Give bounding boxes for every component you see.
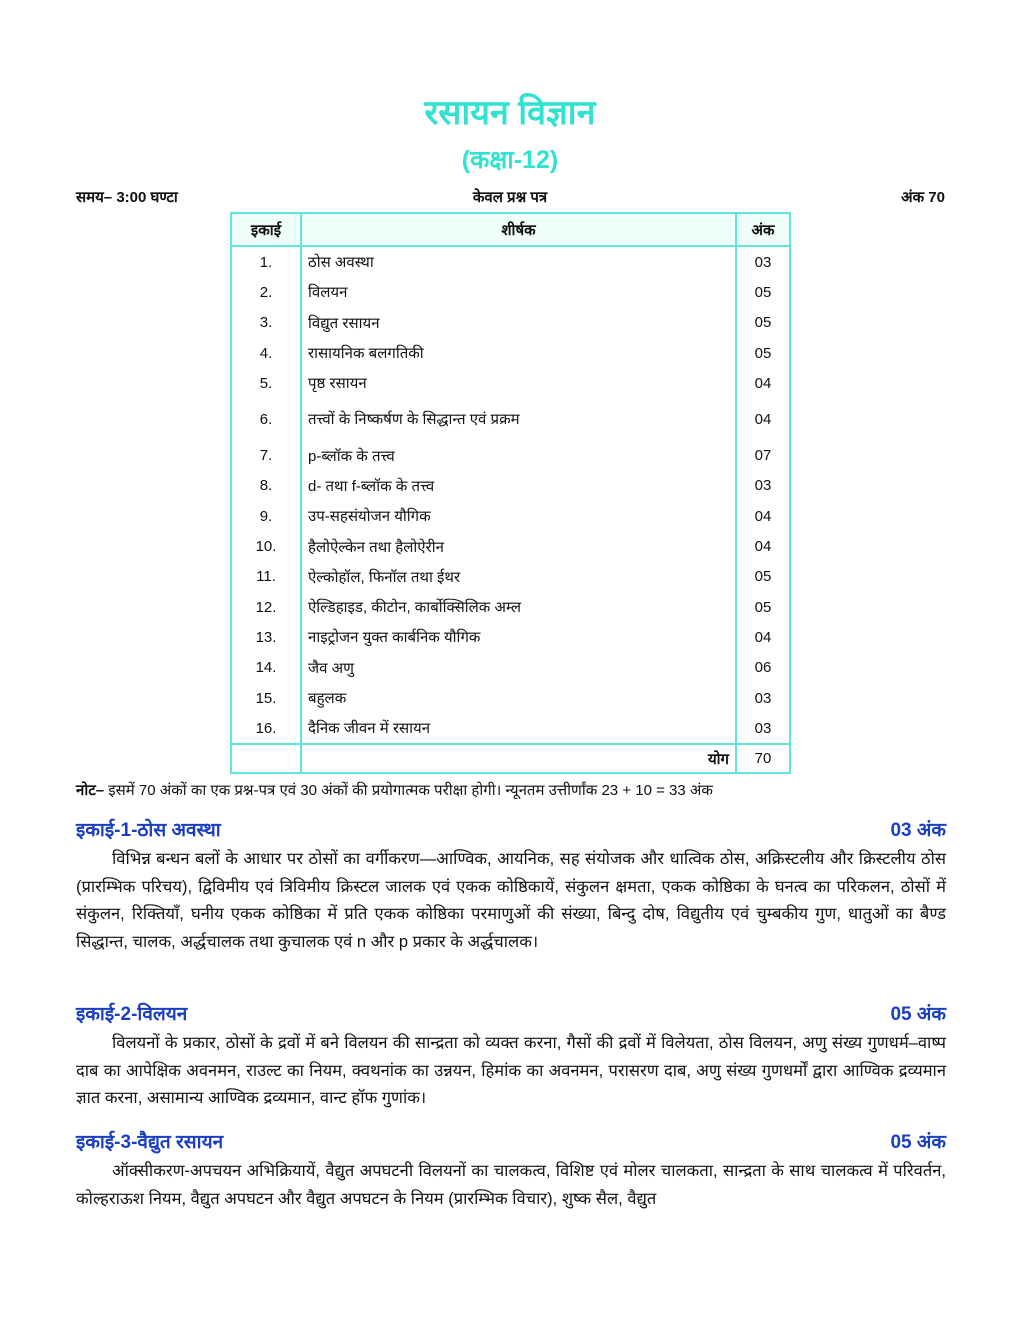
total-marks: अंक 70 [901,189,945,206]
unit-number: 3. [231,308,301,338]
section-unit-3 [76,1128,946,1213]
total-value: 70 [736,744,790,773]
unit-topic: विलयन [301,277,736,307]
table-row [231,277,790,307]
unit-number: 8. [231,471,301,501]
unit-number: 4. [231,338,301,368]
unit-topic: ऐल्डिहाइड, कीटोन, कार्बोक्सिलिक अम्ल [301,592,736,622]
unit-topic: ठोस अवस्था [301,246,736,277]
unit-number: 12. [231,592,301,622]
unit-marks: 06 [736,653,790,683]
unit-topic: बहुलक [301,683,736,713]
section-unit-2 [76,1000,946,1113]
unit-marks: 04 [736,368,790,398]
unit-number: 15. [231,683,301,713]
table-row [231,338,790,368]
table-row [231,683,790,713]
unit-marks: 05 [736,277,790,307]
table-row [231,368,790,398]
section-marks: 05 अंक [890,1004,946,1025]
table-row [231,398,790,440]
unit-marks: 05 [736,338,790,368]
table-row [231,308,790,338]
unit-marks: 03 [736,713,790,744]
total-label: योग [301,744,736,773]
unit-number: 2. [231,277,301,307]
unit-marks: 03 [736,683,790,713]
unit-topic: पृष्ठ रसायन [301,368,736,398]
unit-topic: दैनिक जीवन में रसायन [301,713,736,744]
table-row [231,531,790,561]
marks-table [230,212,791,774]
table-row [231,246,790,277]
section-marks: 03 अंक [890,820,946,841]
unit-marks: 03 [736,246,790,277]
note-text: इसमें 70 अंकों का एक प्रश्न-पत्र एवं 30 अंकों की प्रयोगात्मक परीक्षा होगी। न्यूनतम उत्तीर्णांक 23 + 10 = 33 अंक [104,782,713,799]
header-marks: अंक [736,213,790,246]
unit-topic: जैव अणु [301,653,736,683]
unit-topic: रासायनिक बलगतिकी [301,338,736,368]
unit-marks: 07 [736,440,790,470]
section-text: ऑक्सीकरण-अपचयन अभिक्रियायें, वैद्युत अपघटनी विलयनों का चालकत्व, विशिष्ट एवं मोलर चालकता, सान्द्रता के साथ चालकत्व में परिवर्तन, कोल्हराऊश नियम, वैद्युत अपघटन और वैद्युत अपघटन के नियम (प्रारम्भिक विचार), शुष्क सैल, वैद्युत [76,1162,946,1208]
unit-marks: 05 [736,562,790,592]
unit-number: 13. [231,622,301,652]
exam-time: समय– 3:00 घण्टा [76,189,178,206]
table-row [231,653,790,683]
header-topic: शीर्षक [301,213,736,246]
unit-number: 6. [231,398,301,440]
unit-number: 7. [231,440,301,470]
unit-marks: 03 [736,471,790,501]
section-text: विभिन्न बन्धन बलों के आधार पर ठोसों का वर्गीकरण—आण्विक, आयनिक, सह संयोजक और धात्विक ठोस, अक्रिस्टलीय और क्रिस्टलीय ठोस (प्रारम्भिक परिचय), द्विविमीय एवं त्रिविमीय क्रिस्टल जालक एवं एकक कोष्ठिकायें, संकुलन क्षमता, एकक कोष्ठिका के घनत्व का परिकलन, ठोसों में संकुलन, रिक्तियाँ, घनीय एकक कोष्ठिका में प्रति एकक कोष्ठिका परमाणुओं की संख्या, बिन्दु दोष, विद्युतीय एवं चुम्बकीय गुण, धातुओं का बैण्ड सिद्धान्त, चालक, अर्द्धचालक तथा कुचालक एवं n और p प्रकार के अर्द्धचालक। [76,850,946,951]
unit-marks: 05 [736,592,790,622]
unit-topic: विद्युत रसायन [301,308,736,338]
section-title: इकाई-2-विलयन [76,1004,188,1025]
section-title: इकाई-1-ठोस अवस्था [76,820,221,841]
empty-cell [231,744,301,773]
section-marks: 05 अंक [890,1132,946,1153]
table-row [231,713,790,744]
section-unit-1 [76,816,946,956]
unit-marks: 05 [736,308,790,338]
unit-number: 14. [231,653,301,683]
table-row [231,440,790,470]
paper-type: केवल प्रश्न पत्र [472,189,548,206]
unit-topic: उप-सहसंयोजन यौगिक [301,501,736,531]
unit-topic: हैलोऐल्केन तथा हैलोऐरीन [301,531,736,561]
total-row [231,744,790,773]
note-label: नोट– [76,782,105,799]
unit-topic: d- तथा f-ब्लॉक के तत्त्व [301,471,736,501]
unit-number: 10. [231,531,301,561]
unit-marks: 04 [736,501,790,531]
table-row [231,471,790,501]
table-row [231,562,790,592]
unit-number: 1. [231,246,301,277]
unit-topic: नाइट्रोजन युक्त कार्बनिक यौगिक [301,622,736,652]
unit-marks: 04 [736,398,790,440]
table-row [231,622,790,652]
table-row [231,592,790,622]
header-unit: इकाई [231,213,301,246]
section-text: विलयनों के प्रकार, ठोसों के द्रवों में बने विलयन की सान्द्रता को व्यक्त करना, गैसों की द्रवों में विलेयता, ठोस विलयन, अणु संख्य गुणधर्म–वाष्प दाब का आपेक्षिक अवनमन, राउल्ट का नियम, क्वथनांक का उन्नयन, हिमांक का अवनमन, परासरण दाब, अणु संख्य गुणधर्मों द्वारा आण्विक द्रव्यमान ज्ञात करना, असामान्य आण्विक द्रव्यमान, वान्ट हॉफ गुणांक। [76,1034,946,1107]
unit-number: 9. [231,501,301,531]
unit-marks: 04 [736,622,790,652]
unit-number: 11. [231,562,301,592]
unit-number: 16. [231,713,301,744]
note [76,780,713,800]
unit-topic: ऐल्कोहॉल, फिनॉल तथा ईथर [301,562,736,592]
page-title: रसायन विज्ञान [424,94,596,132]
table-row [231,501,790,531]
unit-topic: p-ब्लॉक के तत्त्व [301,440,736,470]
unit-marks: 04 [736,531,790,561]
unit-number: 5. [231,368,301,398]
page-subtitle: (कक्षा-12) [461,146,559,174]
section-title: इकाई-3-वैद्युत रसायन [76,1132,224,1153]
unit-topic: तत्त्वों के निष्कर्षण के सिद्धान्त एवं प्रक्रम [301,398,736,440]
